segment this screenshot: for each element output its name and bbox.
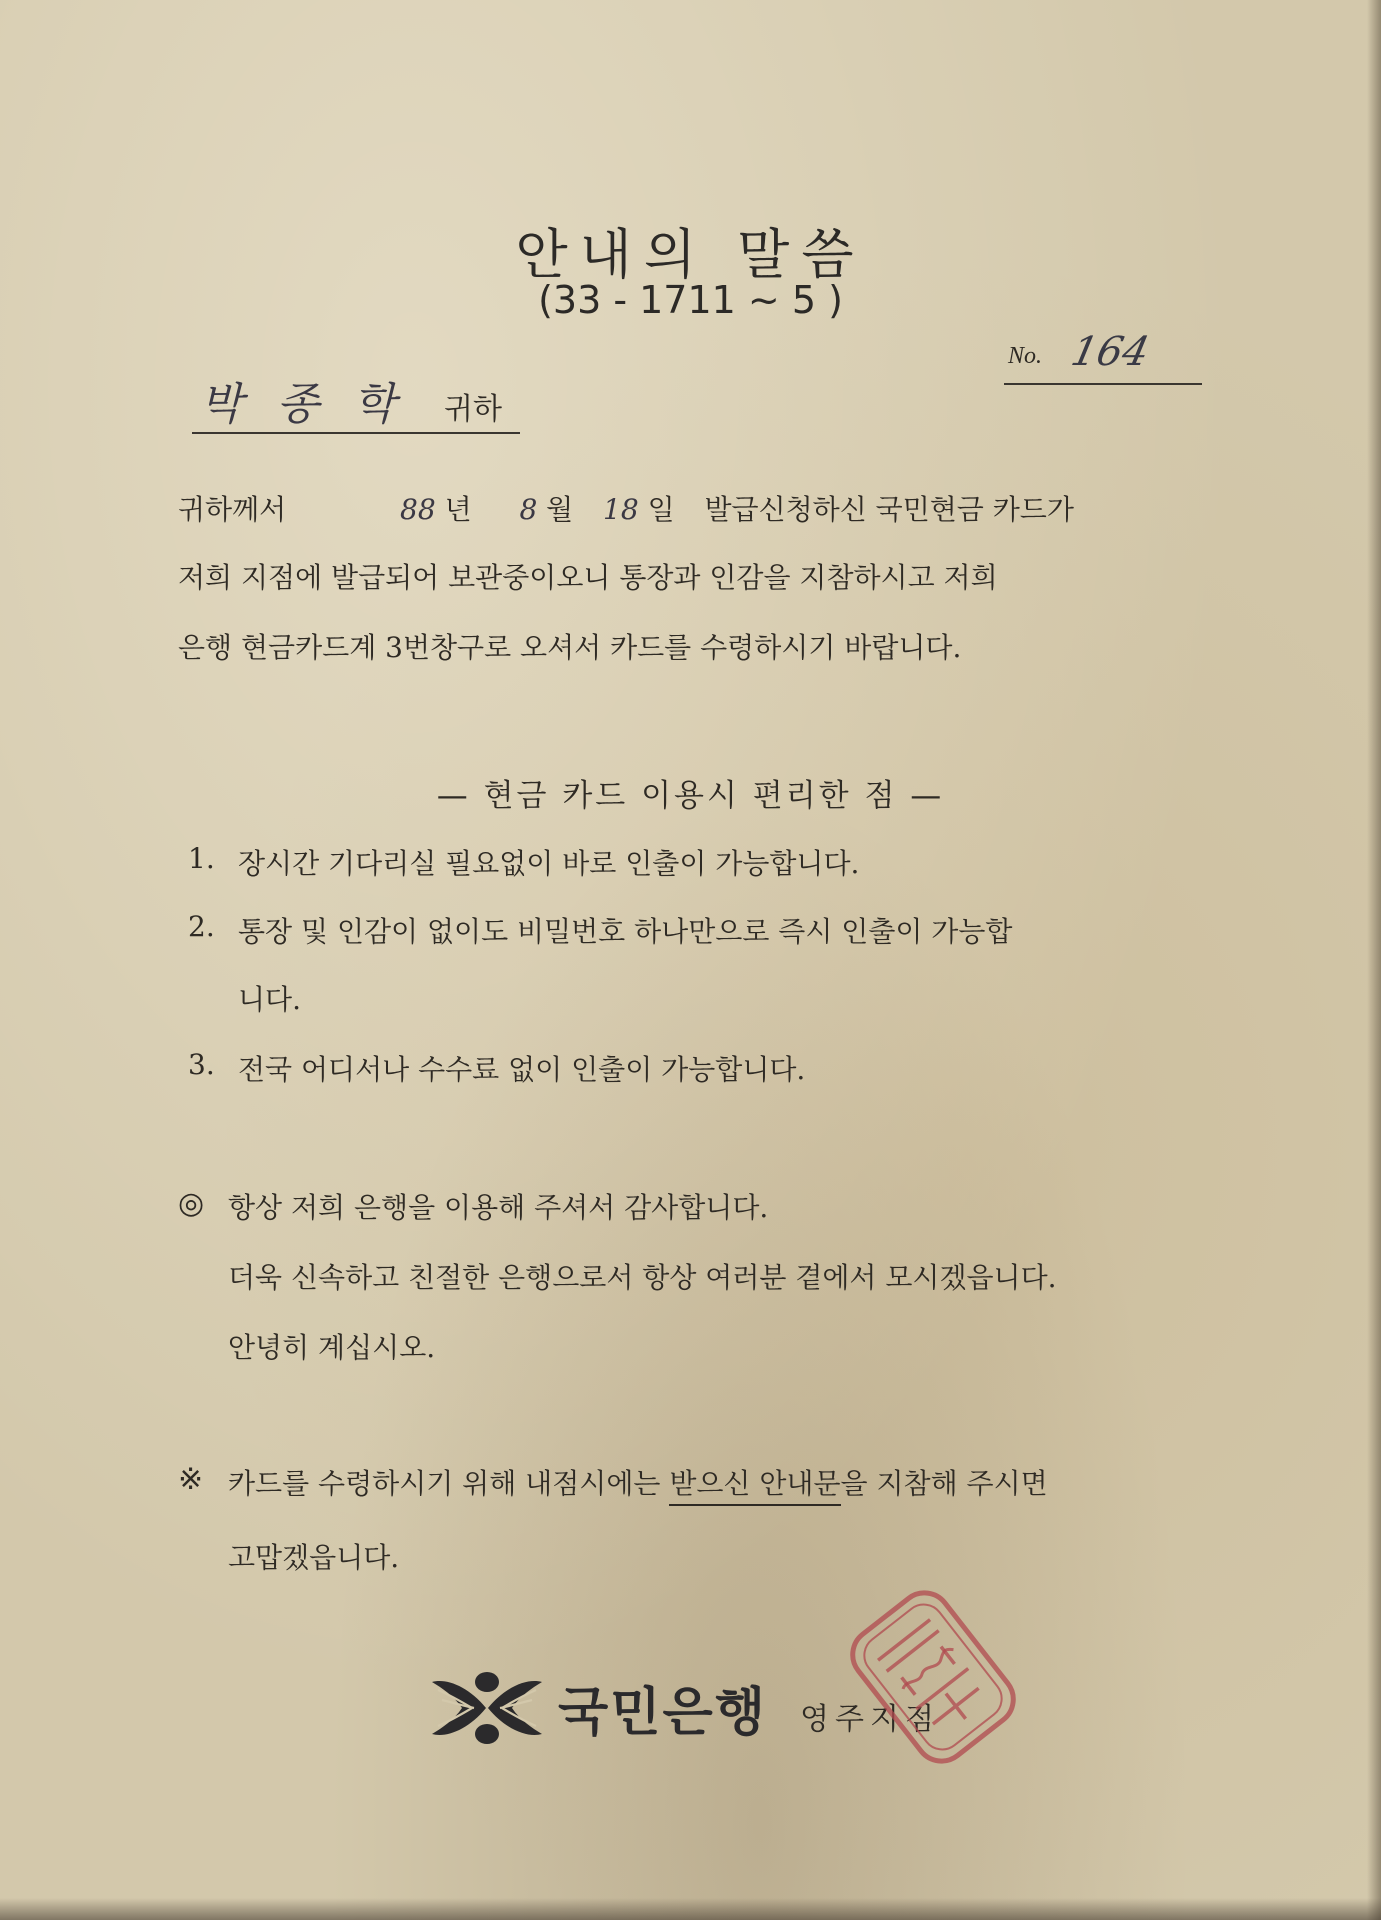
phone-number: (33 - 1711 ~ 5 ) bbox=[538, 278, 843, 322]
day-label: 일 bbox=[647, 493, 675, 526]
notice-suffix: 발급신청하신 국민현금 카드가 bbox=[704, 493, 1074, 526]
day-value: 18 bbox=[603, 493, 639, 526]
closing-line-3: 안녕히 계십시오. bbox=[228, 1331, 436, 1364]
notice-line-1 bbox=[178, 488, 1074, 528]
bank-logo-icon bbox=[428, 1668, 546, 1748]
bank-seal-stamp bbox=[838, 1582, 1028, 1772]
note-prefix: 카드를 수령하시기 위해 내점시에는 bbox=[228, 1467, 670, 1500]
notice-line-2: 저희 지점에 발급되어 보관중이오니 통장과 인감을 지참하시고 저희 bbox=[178, 561, 998, 594]
branch-name: 영주지점 bbox=[800, 1702, 940, 1737]
benefit-text: 통장 및 인감이 없이도 비밀번호 하나만으로 즉시 인출이 가능합 bbox=[238, 915, 1013, 948]
recipient-name: 박종학 bbox=[200, 379, 430, 430]
number-label: No. bbox=[1008, 343, 1043, 369]
document-number bbox=[1004, 329, 1202, 385]
benefits-heading: — 현금 카드 이용시 편리한 점 — bbox=[436, 778, 945, 814]
note-line-1 bbox=[228, 1462, 1048, 1502]
benefit-text: 장시간 기다리실 필요없이 바로 인출이 가능합니다. bbox=[238, 847, 860, 880]
note-symbol: ※ bbox=[178, 1462, 204, 1497]
closing-line-1: 항상 저희 은행을 이용해 주셔서 감사합니다. bbox=[228, 1191, 769, 1224]
note-line-2: 고맙겠읍니다. bbox=[228, 1541, 400, 1574]
bank-logo bbox=[428, 1668, 788, 1748]
notice-prefix: 귀하께서 bbox=[178, 493, 287, 526]
month-label: 월 bbox=[546, 493, 574, 526]
note-underlined-text: 받으신 안내문 bbox=[669, 1467, 840, 1506]
paper-bottom-shadow bbox=[0, 1898, 1381, 1920]
bank-name: 국민은행 bbox=[558, 1683, 767, 1743]
closing-symbol: ◎ bbox=[178, 1186, 205, 1221]
number-value: 164 bbox=[1067, 329, 1154, 375]
benefit-text: 전국 어디서나 수수료 없이 인출이 가능합니다. bbox=[238, 1053, 806, 1086]
closing-line-2: 더욱 신속하고 친절한 은행으로서 항상 여러분 곁에서 모시겠읍니다. bbox=[228, 1261, 1057, 1294]
recipient-honorific: 귀하 bbox=[444, 392, 502, 427]
recipient-line bbox=[192, 368, 520, 434]
month-value: 8 bbox=[519, 493, 538, 526]
year-value: 88 bbox=[400, 493, 436, 526]
benefit-number: 2. bbox=[188, 910, 215, 943]
benefit-number: 3. bbox=[188, 1048, 215, 1081]
benefit-number: 1. bbox=[188, 842, 215, 875]
notice-line-3: 은행 현금카드계 3번창구로 오셔서 카드를 수령하시기 바랍니다. bbox=[178, 631, 962, 664]
document-title: 안내의 말씀 bbox=[515, 223, 866, 286]
benefit-text-continued: 니다. bbox=[238, 983, 301, 1016]
note-suffix: 을 지참해 주시면 bbox=[840, 1467, 1048, 1500]
year-label: 년 bbox=[444, 493, 472, 526]
